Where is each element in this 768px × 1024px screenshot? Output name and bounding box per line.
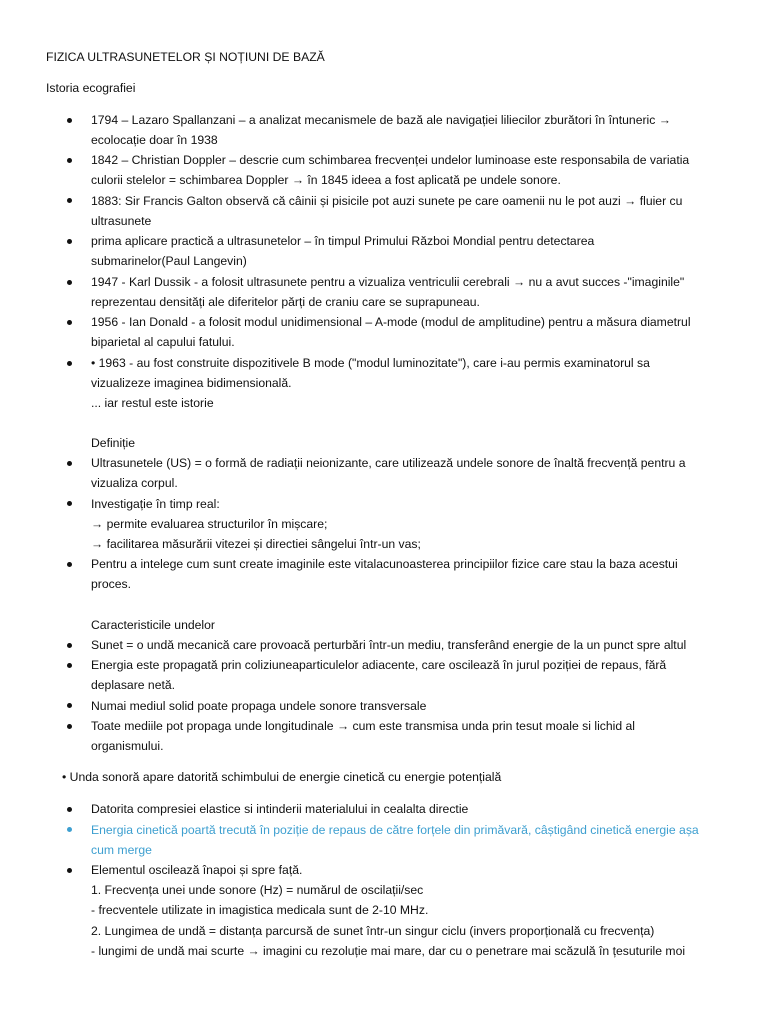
list-item-text-highlighted: cum merge xyxy=(91,843,152,857)
bullet xyxy=(67,361,72,366)
list-item-text: Datorita compresiei elastice si intinderii materialului in cealalta directie xyxy=(91,802,469,816)
list-item-text: proces. xyxy=(91,577,131,591)
bullet xyxy=(67,239,72,244)
bullet xyxy=(67,461,72,466)
bullet xyxy=(67,703,72,708)
bullet xyxy=(67,158,72,163)
list-item-text-highlighted: Energia cinetică poartă trecută în poziție de repaus de către forțele din primăvară, câștigând cinetică energie așa xyxy=(91,823,699,837)
list-item-text: 2. Lungimea de undă = distanța parcursă de sunet într-un singur ciclu (invers proporțională cu frecvența) xyxy=(91,924,655,938)
list-item-text: - frecventele utilizate in imagistica medicala sunt de 2-10 MHz. xyxy=(91,903,429,917)
list-item-text: Ultrasunetele (US) = o formă de radiații neionizante, care utilizează undele sonore de înaltă frecvență pentru a xyxy=(91,456,686,470)
list-item-text: ecolocație doar în 1938 xyxy=(91,133,218,147)
list-item-text: vizualiza corpul. xyxy=(91,476,178,490)
list-item-text: 1956 - Ian Donald - a folosit modul unidimensional – A-mode (modul de amplitudine) pentru a măsura diametrul xyxy=(91,315,691,329)
list-item-text: reprezentau densități ale diferitelor părți de craniu care se suprapuneau. xyxy=(91,295,480,309)
list-item-text: Toate mediile pot propaga unde longitudinale → cum este transmisa unda prin tesut moale si lichid al xyxy=(91,719,636,733)
bullet xyxy=(67,643,72,648)
list-item-text: 1842 – Christian Doppler – descrie cum schimbarea frecvenței undelor luminoase este responsabila de variatia xyxy=(91,153,690,167)
list-item-text: Elementul oscilează înapoi și spre față. xyxy=(91,863,303,877)
bullet xyxy=(67,807,72,812)
bullet xyxy=(67,198,72,203)
list-item-text: deplasare netă. xyxy=(91,678,176,692)
list-item-text: prima aplicare practică a ultrasunetelor – în timpul Primului Război Mondial pentru detectarea xyxy=(91,234,595,248)
list-item-text: Numai mediul solid poate propaga undele sonore transversale xyxy=(91,699,427,713)
list-item-text: - lungimi de undă mai scurte → imagini cu rezoluție mai mare, dar cu o penetrare mai scăzulă în țesuturile moi xyxy=(91,944,686,958)
list-item-text: submarinelor(Paul Langevin) xyxy=(91,254,247,268)
bullet-highlighted xyxy=(67,827,72,832)
section-heading-definition: Definiție xyxy=(91,436,136,450)
bullet xyxy=(67,280,72,285)
list-item-text: ultrasunete xyxy=(91,214,152,228)
list-item-text: Investigație în timp real: xyxy=(91,497,220,511)
list-item-text: → facilitarea măsurării vitezei și directiei sângelui într-un vas; xyxy=(91,537,421,551)
list-item-text: 1794 – Lazaro Spallanzani – a analizat mecanismele de bază ale navigației liliecilor zburători în întuneric → xyxy=(91,113,671,127)
standalone-paragraph: • Unda sonoră apare datorită schimbului de energie cinetică cu energie potențială xyxy=(62,770,502,784)
bullet xyxy=(67,724,72,729)
bullet xyxy=(67,501,72,506)
list-item-text: 1883: Sir Francis Galton observă că câinii și pisicile pot auzi sunete pe care oamenii nu le pot auzi → fluier cu xyxy=(91,194,683,208)
section-heading-history: Istoria ecografiei xyxy=(46,81,136,95)
list-item-text: organismului. xyxy=(91,739,164,753)
list-item-text: Energia este propagată prin coliziuneaparticulelor adiacente, care oscilează în jurul poziției de repaus, fără xyxy=(91,658,667,672)
bullet xyxy=(67,663,72,668)
list-item-text: Sunet = o undă mecanică care provoacă perturbări într-un mediu, transferând energie de la un punct spre altul xyxy=(91,638,687,652)
document-title: FIZICA ULTRASUNETELOR ȘI NOȚIUNI DE BAZĂ xyxy=(46,50,325,64)
bullet xyxy=(67,118,72,123)
list-item-text: • 1963 - au fost construite dispozitivele B mode ("modul luminozitate"), care i-au permis examinatorul sa xyxy=(91,356,650,370)
list-item-text: biparietal al capului fatului. xyxy=(91,335,235,349)
bullet xyxy=(67,562,72,567)
bullet xyxy=(67,868,72,873)
list-item-text: ... iar restul este istorie xyxy=(91,396,214,410)
list-item-text: culorii stelelor = schimbarea Doppler → în 1845 ideea a fost aplicată pe undele sonore. xyxy=(91,173,561,187)
bullet xyxy=(67,320,72,325)
section-heading-waves: Caracteristicile undelor xyxy=(91,618,215,632)
list-item-text: 1947 - Karl Dussik - a folosit ultrasunete pentru a vizualiza ventriculii cerebrali → nu a avut succes -"imaginile" xyxy=(91,275,685,289)
list-item-text: vizualizeze imaginea bidimensională. xyxy=(91,376,292,390)
list-item-text: 1. Frecvența unei unde sonore (Hz) = numărul de oscilații/sec xyxy=(91,883,424,897)
list-item-text: → permite evaluarea structurilor în mișcare; xyxy=(91,517,328,531)
list-item-text: Pentru a intelege cum sunt create imaginile este vitalacunoasterea principiilor fizice care stau la baza acestui xyxy=(91,557,678,571)
